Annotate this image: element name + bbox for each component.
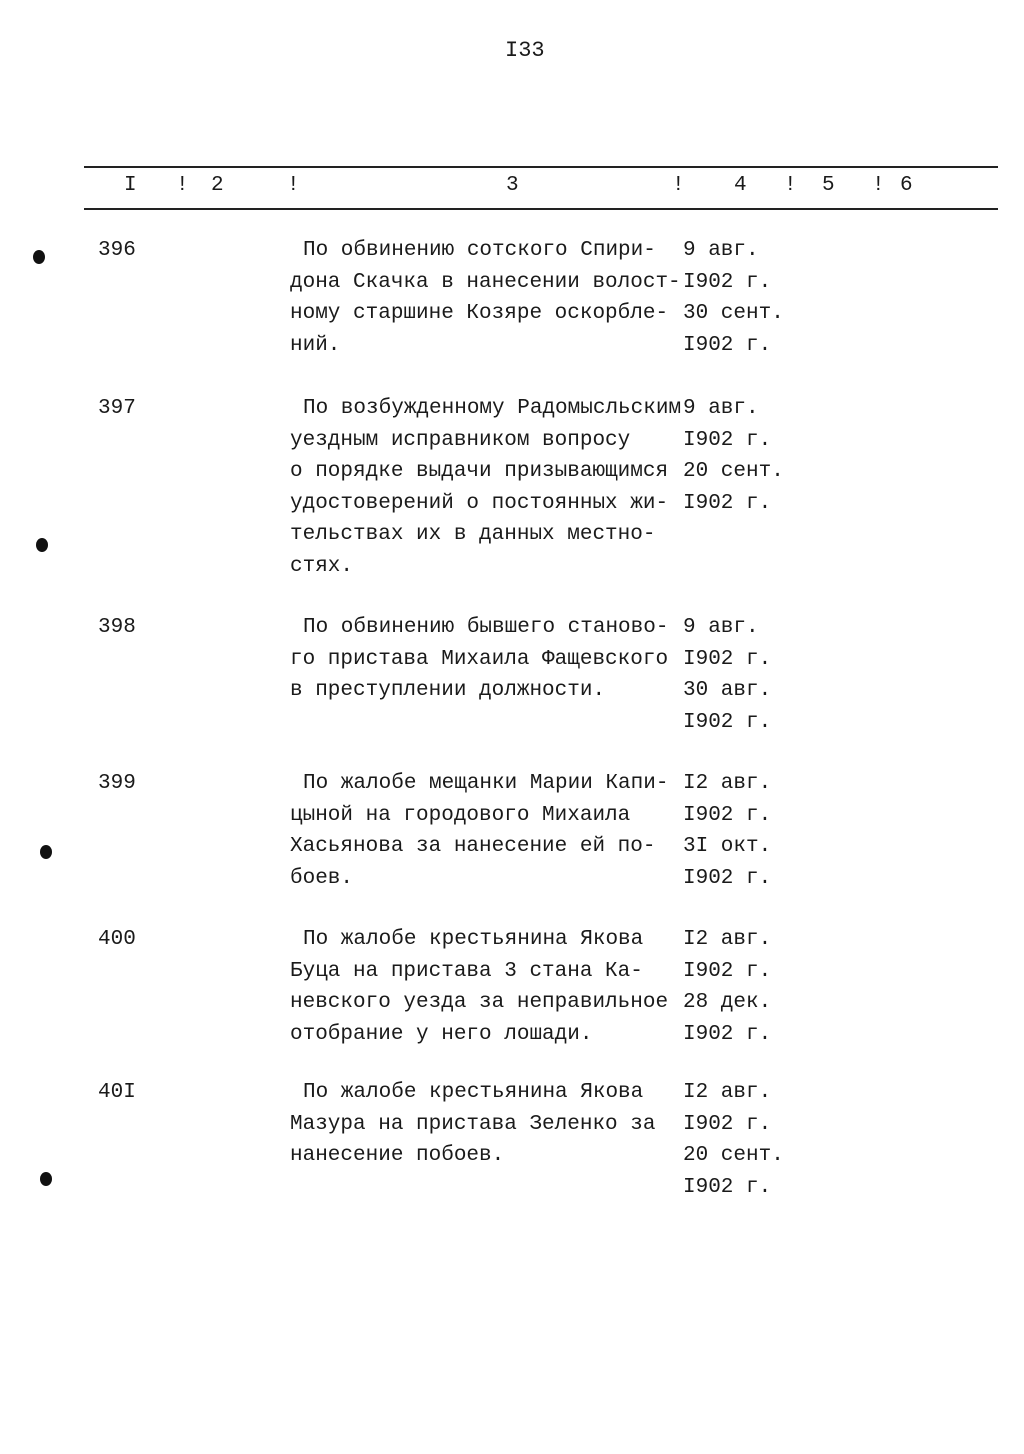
description-line: удостоверений о постоянных жи-	[290, 491, 669, 515]
date-line: 28 дек.	[683, 991, 772, 1014]
description-line: о порядке выдачи призывающимся	[290, 460, 669, 483]
entry-number: 400	[98, 928, 136, 951]
col-4-header: 4	[734, 174, 747, 197]
description-line: Буца на пристава 3 стана Ка-	[290, 959, 643, 983]
date-line: I2 авг.	[683, 928, 772, 951]
entry-description	[290, 1077, 655, 1172]
col-1-header: I	[124, 174, 137, 197]
date-line: I902 г.	[683, 1022, 772, 1046]
entry-number: 396	[98, 239, 136, 262]
description-line: уездным исправником вопросу	[290, 428, 631, 452]
header-bottom-rule	[84, 208, 998, 210]
date-line: 9 авг.	[683, 616, 759, 639]
col-separator: !	[287, 174, 300, 197]
date-line: 3I окт.	[683, 835, 772, 858]
punch-hole-mark	[33, 250, 45, 264]
description-line: нанесение побоев.	[290, 1144, 505, 1167]
date-line: 20 сент.	[683, 1144, 784, 1167]
date-line: I902 г.	[683, 333, 772, 357]
description-line: боев.	[290, 866, 354, 890]
punch-hole-mark	[36, 538, 48, 552]
date-line: 9 авг.	[683, 397, 759, 420]
entry-number: 397	[98, 397, 136, 420]
col-separator: !	[872, 174, 885, 197]
date-line: 30 авг.	[683, 679, 772, 702]
date-line: I902 г.	[683, 428, 772, 452]
entry-dates	[683, 393, 784, 519]
entry-description	[290, 393, 681, 582]
col-2-header: 2	[211, 174, 224, 197]
date-line: I2 авг.	[683, 772, 772, 795]
col-3-header: 3	[506, 174, 519, 197]
col-separator: !	[176, 174, 189, 197]
col-separator: !	[784, 174, 797, 197]
description-line: ному старшине Козяре оскорбле-	[290, 302, 669, 325]
entry-number: 40I	[98, 1081, 136, 1104]
col-separator: !	[672, 174, 685, 197]
date-line: I902 г.	[683, 270, 772, 294]
date-line: I902 г.	[683, 803, 772, 827]
punch-hole-mark	[40, 1172, 52, 1186]
entry-dates	[683, 768, 771, 894]
description-line: тельствах их в данных местно-	[290, 523, 656, 546]
date-line: I2 авг.	[683, 1081, 772, 1104]
date-line: I902 г.	[683, 647, 772, 671]
date-line: I902 г.	[683, 959, 772, 983]
entry-number: 398	[98, 616, 136, 639]
date-line: 9 авг.	[683, 239, 759, 262]
punch-hole-mark	[40, 845, 52, 859]
description-line: невского уезда за неправильное	[290, 991, 669, 1014]
description-line: Хасьянова за нанесение ей по-	[290, 835, 656, 858]
entry-description	[290, 612, 668, 707]
description-line: По обвинению бывшего станово-	[303, 616, 669, 639]
description-line: ний.	[290, 333, 341, 357]
description-line: По возбужденному Радомысльским	[303, 397, 682, 420]
date-line: I902 г.	[683, 866, 772, 890]
description-line: По жалобе крестьянина Якова	[303, 1081, 644, 1104]
col-6-header: 6	[900, 174, 913, 197]
date-line: 30 сент.	[683, 302, 784, 325]
date-line: I902 г.	[683, 1112, 772, 1136]
date-line: I902 г.	[683, 710, 772, 734]
header-top-rule	[84, 166, 998, 168]
description-line: в преступлении должности.	[290, 679, 606, 702]
page-number: I33	[505, 38, 545, 63]
description-line: го пристава Михаила Фащевского	[290, 647, 669, 671]
description-line: цыной на городового Михаила	[290, 803, 631, 827]
entry-dates	[683, 612, 771, 738]
date-line: 20 сент.	[683, 460, 784, 483]
entry-dates	[683, 924, 771, 1050]
entry-description	[290, 235, 681, 361]
entry-number: 399	[98, 772, 136, 795]
entry-description	[290, 924, 668, 1050]
date-line: I902 г.	[683, 491, 772, 515]
description-line: По обвинению сотского Спири-	[303, 239, 656, 262]
entry-description	[290, 768, 668, 894]
description-line: стях.	[290, 554, 354, 578]
description-line: отобрание у него лошади.	[290, 1022, 593, 1046]
col-5-header: 5	[822, 174, 835, 197]
entry-dates	[683, 235, 784, 361]
date-line: I902 г.	[683, 1175, 772, 1199]
description-line: По жалобе крестьянина Якова	[303, 928, 644, 951]
description-line: Мазура на пристава Зеленко за	[290, 1112, 656, 1136]
description-line: По жалобе мещанки Марии Капи-	[303, 772, 669, 795]
entry-dates	[683, 1077, 784, 1203]
description-line: дона Скачка в нанесении волост-	[290, 270, 681, 294]
